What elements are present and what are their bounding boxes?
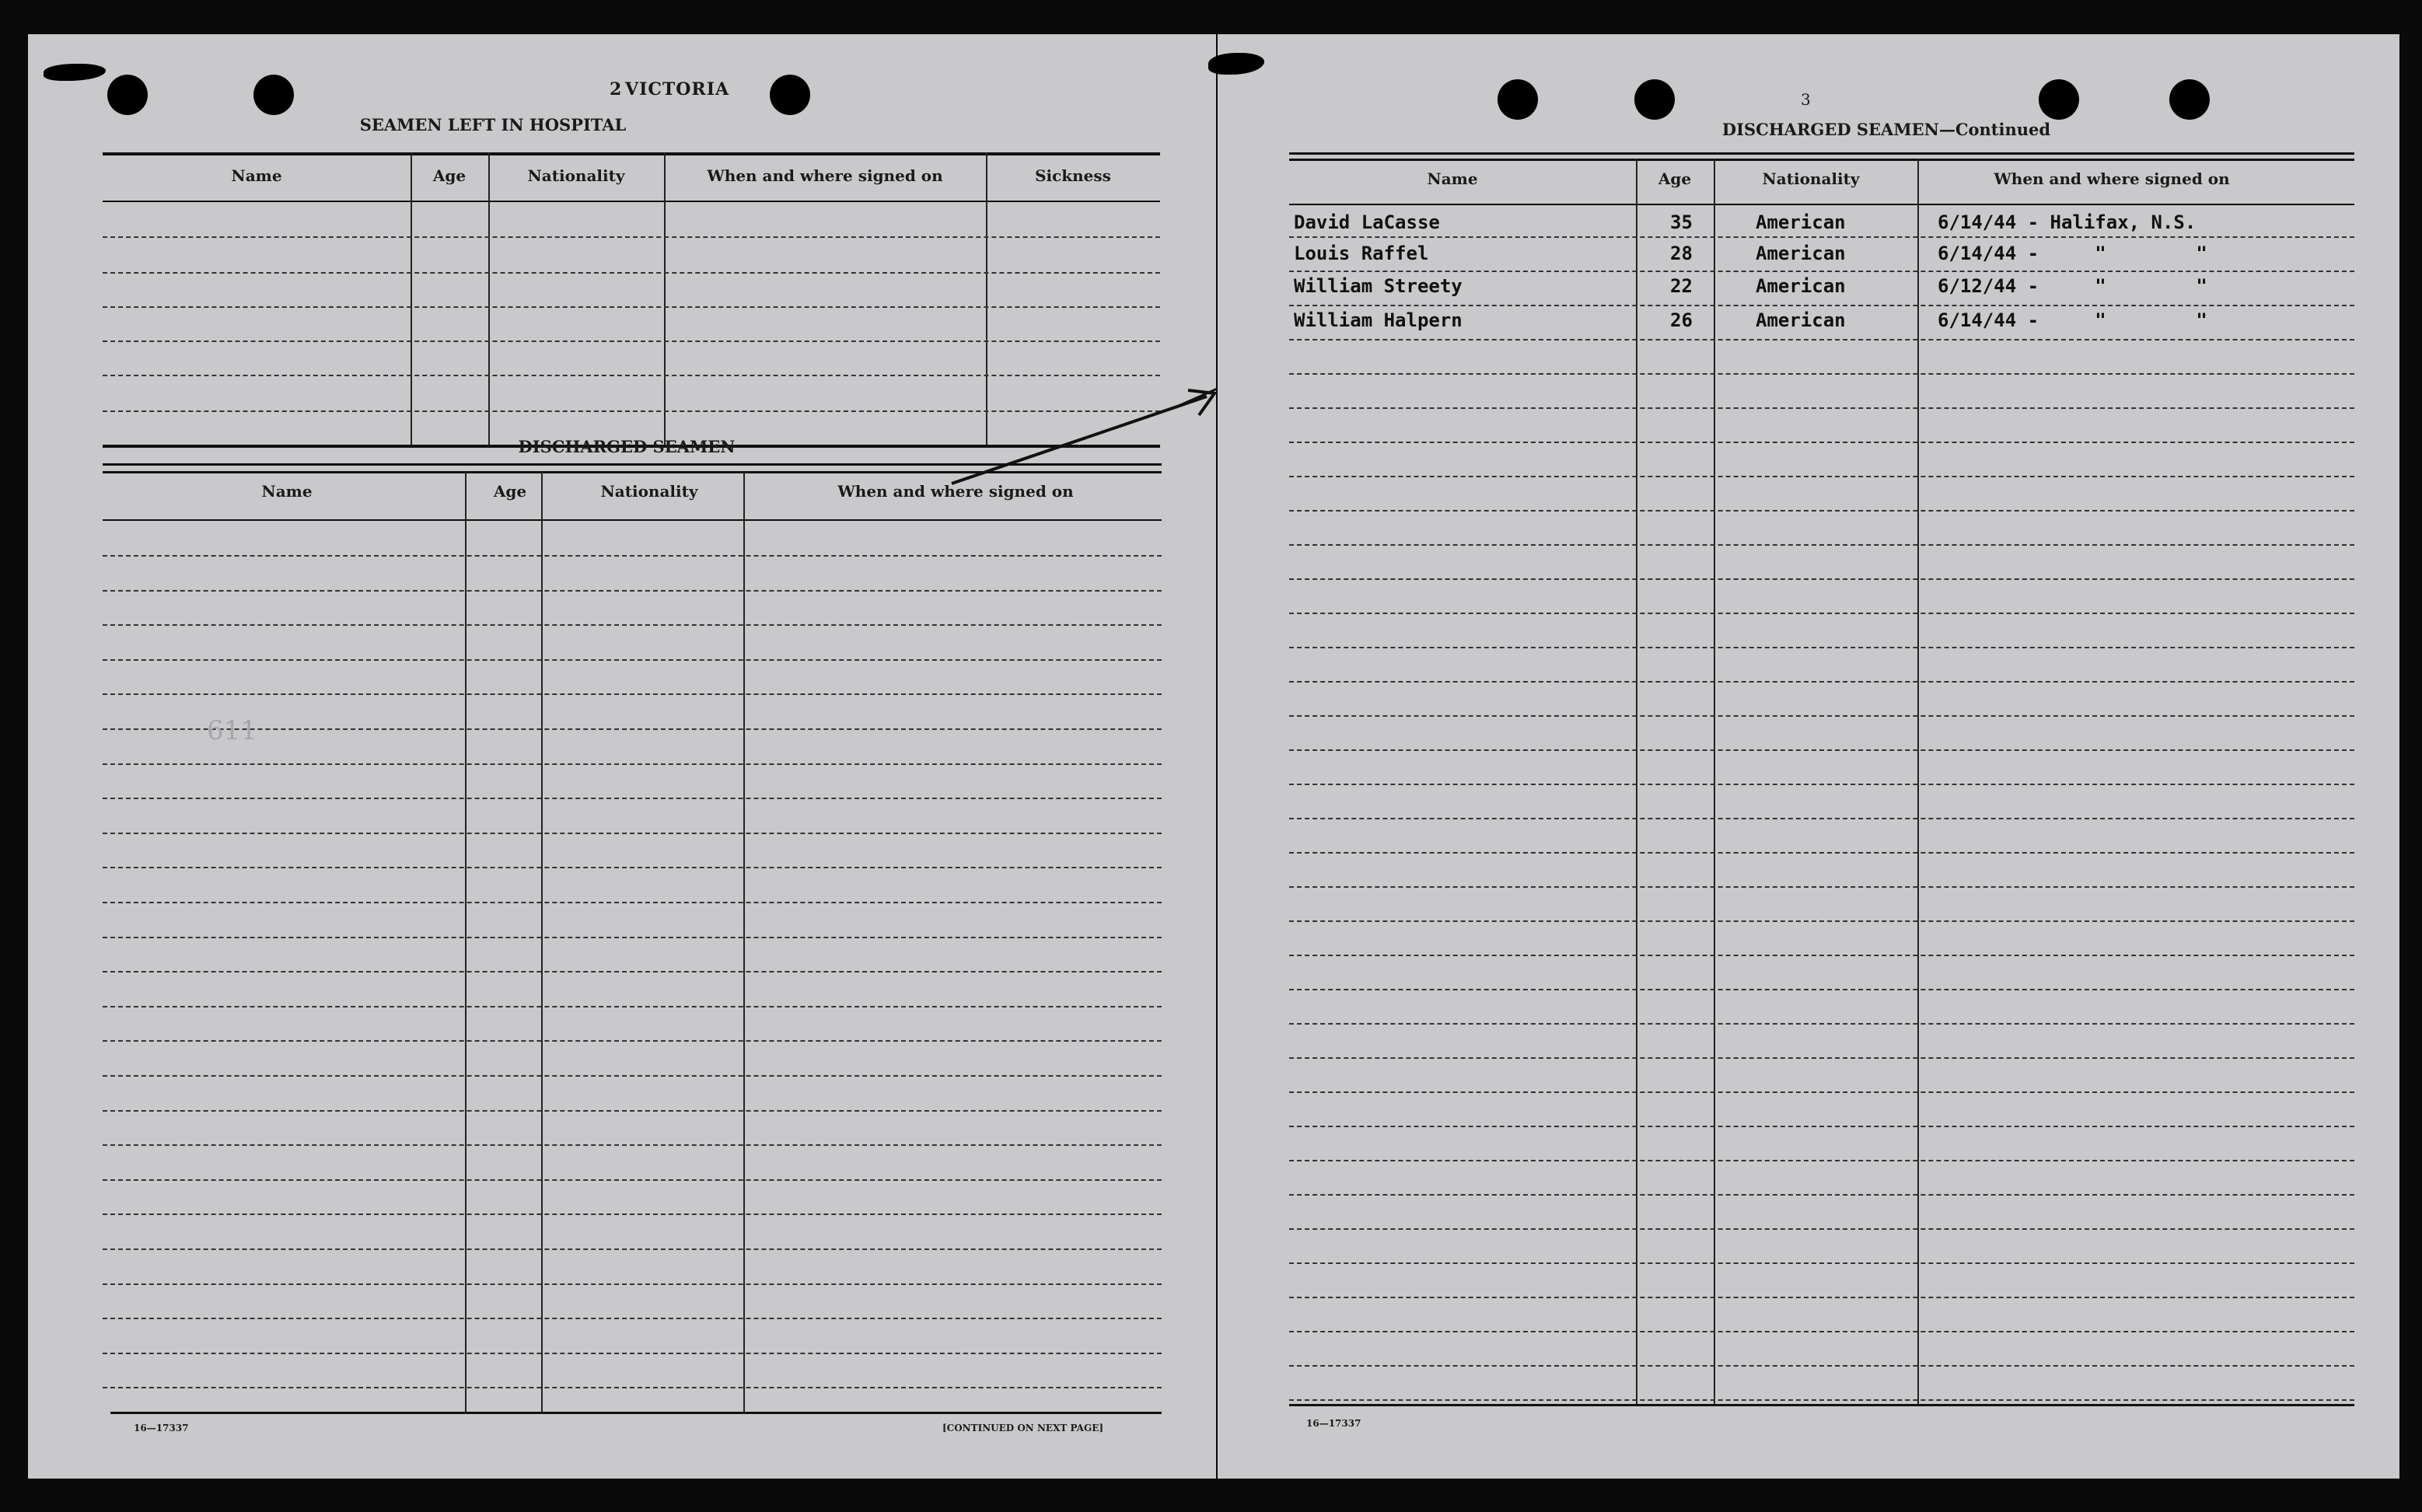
row-line <box>1289 749 2354 751</box>
continued-note: [CONTINUED ON NEXT PAGE] <box>942 1423 1104 1433</box>
row-line <box>103 728 1162 730</box>
header-rule <box>103 201 1160 202</box>
row-line <box>1289 1057 2354 1059</box>
row-line <box>1289 1262 2354 1264</box>
seaman-name: William Streety <box>1294 275 1463 297</box>
row-line <box>103 590 1162 592</box>
column-header-name: Name <box>1427 169 1478 188</box>
row-line <box>103 693 1162 695</box>
header-rule <box>103 519 1162 521</box>
seaman-age: 22 <box>1670 275 1693 297</box>
table-top-rule <box>103 471 1162 473</box>
row-line <box>1289 305 2354 306</box>
row-line <box>1289 852 2354 854</box>
row-line <box>103 867 1162 868</box>
column-divider <box>1714 159 1715 1405</box>
left-page <box>28 34 1216 1479</box>
row-line <box>1289 681 2354 683</box>
row-line <box>103 1353 1162 1354</box>
row-line <box>1289 271 2354 272</box>
seaman-nationality: American <box>1756 309 1846 331</box>
row-line <box>103 340 1160 342</box>
page-number-overstrike: VICTORIA <box>625 79 730 100</box>
row-line <box>1289 715 2354 717</box>
form-number: 16—17337 <box>1306 1418 1361 1429</box>
column-divider <box>465 471 467 1412</box>
column-header-name: Name <box>261 482 313 501</box>
column-header-age: Age <box>432 166 467 185</box>
hospital-section-title: SEAMEN LEFT IN HOSPITAL <box>359 115 627 134</box>
header-rule <box>1289 204 2354 205</box>
column-header-signed-on: When and where signed on <box>1994 169 2230 188</box>
row-line <box>103 937 1162 938</box>
seaman-signed-on: 6/14/44 - " " <box>1938 309 2207 331</box>
page-title-main: DISCHARGED SEAMEN <box>1721 120 1939 139</box>
row-line <box>1289 1399 2354 1401</box>
row-line <box>103 1387 1162 1388</box>
table-top-rule <box>1289 152 2354 155</box>
row-line <box>1289 236 2354 238</box>
discharged-section-title: DISCHARGED SEAMEN <box>518 437 736 456</box>
seaman-nationality: American <box>1756 243 1846 264</box>
seaman-name: Louis Raffel <box>1294 243 1429 264</box>
punch-hole <box>1498 79 1538 120</box>
ink-blot <box>1208 53 1264 75</box>
row-line <box>103 1283 1162 1285</box>
seaman-signed-on: 6/14/44 - " " <box>1938 243 2207 264</box>
row-line <box>103 1006 1162 1007</box>
column-header-nationality: Nationality <box>1762 169 1860 188</box>
seaman-age: 35 <box>1670 211 1693 233</box>
row-line <box>1289 1297 2354 1298</box>
row-line <box>1289 955 2354 956</box>
row-line <box>103 798 1162 799</box>
row-line <box>1289 1228 2354 1230</box>
row-line <box>1289 886 2354 888</box>
page-number: 3 <box>1801 90 1811 109</box>
row-line <box>1289 510 2354 512</box>
seaman-signed-on: 6/14/44 - Halifax, N.S. <box>1938 211 2197 233</box>
page-number: 2 <box>610 79 622 100</box>
punch-hole <box>107 75 148 115</box>
punch-hole <box>1634 79 1675 120</box>
seaman-age: 26 <box>1670 309 1693 331</box>
bleed-through-mark: 611 <box>207 715 257 746</box>
seaman-nationality: American <box>1756 275 1846 297</box>
row-line <box>1289 1160 2354 1161</box>
row-line <box>103 1213 1162 1215</box>
row-line <box>1289 1126 2354 1127</box>
row-line <box>1289 339 2354 340</box>
seaman-nationality: American <box>1756 211 1846 233</box>
row-line <box>1289 1091 2354 1093</box>
row-line <box>1289 989 2354 990</box>
row-line <box>1289 647 2354 648</box>
row-line <box>1289 407 2354 409</box>
row-line <box>1289 1023 2354 1025</box>
form-number: 16—17337 <box>134 1423 189 1433</box>
punch-hole <box>253 75 294 115</box>
seaman-signed-on: 6/12/44 - " " <box>1938 275 2207 297</box>
column-header-name: Name <box>231 166 282 185</box>
row-line <box>1289 476 2354 477</box>
row-line <box>103 236 1160 238</box>
column-header-age: Age <box>1658 169 1692 188</box>
row-line <box>103 1110 1162 1112</box>
row-line <box>1289 442 2354 443</box>
column-header-nationality: Nationality <box>527 166 625 185</box>
table-bottom-rule <box>1289 1404 2354 1406</box>
row-line <box>1289 784 2354 785</box>
seaman-name: David LaCasse <box>1294 211 1440 233</box>
punch-hole <box>2039 79 2079 120</box>
ink-blot <box>44 64 106 81</box>
row-line <box>103 902 1162 903</box>
row-line <box>1289 578 2354 580</box>
row-line <box>1289 1331 2354 1332</box>
column-header-sickness: Sickness <box>1035 166 1111 185</box>
row-line <box>103 971 1162 972</box>
row-line <box>1289 373 2354 375</box>
column-divider <box>488 152 490 446</box>
page-title-suffix: —Continued <box>1938 120 2051 139</box>
row-line <box>103 1248 1162 1250</box>
punch-hole <box>770 75 810 115</box>
column-header-nationality: Nationality <box>600 482 698 501</box>
column-divider <box>743 471 745 1412</box>
row-line <box>103 555 1162 557</box>
column-divider <box>541 471 543 1412</box>
column-header-age: Age <box>493 482 527 501</box>
column-header-signed-on: When and where signed on <box>837 482 1074 501</box>
row-line <box>103 272 1160 274</box>
row-line <box>103 1318 1162 1319</box>
punch-hole <box>2169 79 2210 120</box>
row-line <box>1289 613 2354 614</box>
row-line <box>1289 818 2354 819</box>
seaman-age: 28 <box>1670 243 1693 264</box>
row-line <box>1289 1194 2354 1196</box>
seaman-name: William Halpern <box>1294 309 1463 331</box>
row-line <box>1289 544 2354 546</box>
row-line <box>103 833 1162 834</box>
row-line <box>103 1040 1162 1042</box>
column-divider <box>664 152 666 446</box>
row-line <box>103 763 1162 765</box>
row-line <box>103 1075 1162 1077</box>
row-line <box>1289 1365 2354 1367</box>
row-line <box>103 659 1162 661</box>
column-divider <box>1636 159 1637 1405</box>
row-line <box>103 1179 1162 1181</box>
right-page <box>1218 34 2399 1479</box>
table-bottom-rule <box>110 1412 1162 1414</box>
column-divider <box>1917 159 1919 1405</box>
column-header-signed-on: When and where signed on <box>707 166 943 185</box>
table-top-rule <box>1289 159 2354 161</box>
row-line <box>103 1144 1162 1146</box>
column-divider <box>411 152 412 446</box>
row-line <box>103 306 1160 308</box>
table-top-rule <box>103 152 1160 155</box>
table-top-rule <box>103 463 1162 466</box>
row-line <box>1289 920 2354 922</box>
page-title <box>1637 120 2135 139</box>
row-line <box>103 624 1162 626</box>
